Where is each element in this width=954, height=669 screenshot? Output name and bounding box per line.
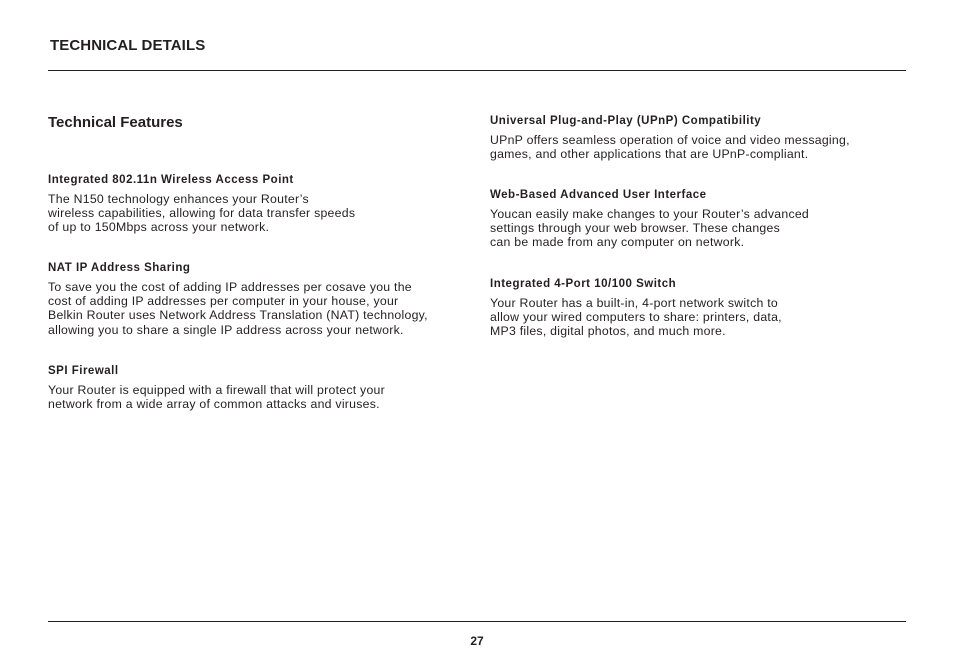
feature-text-line: network from a wide array of common attacks and viruses.	[48, 397, 380, 412]
header-divider	[48, 70, 906, 71]
feature-text-line: can be made from any computer on network.	[490, 235, 745, 250]
feature-web-interface	[490, 188, 809, 250]
feature-text-line: cost of adding IP addresses per computer in your house, your	[48, 294, 399, 309]
feature-text-line: To save you the cost of adding IP addresses per cosave you the	[48, 280, 412, 294]
feature-text-line: UPnP offers seamless operation of voice and video messaging,	[490, 133, 850, 147]
feature-heading: NAT IP Address Sharing	[48, 262, 191, 274]
feature-text-line: Your Router is equipped with a firewall that will protect your	[48, 383, 385, 397]
feature-wireless-access-point	[48, 173, 355, 235]
page-number: 27	[470, 634, 484, 648]
feature-text-line: Your Router has a built-in, 4-port network switch to	[490, 296, 778, 310]
feature-text-line: allow your wired computers to share: printers, data,	[490, 310, 782, 325]
feature-text-line: settings through your web browser. These changes	[490, 221, 780, 236]
feature-heading: Universal Plug-and-Play (UPnP) Compatibility	[490, 115, 762, 127]
feature-heading: Web-Based Advanced User Interface	[490, 189, 707, 201]
feature-text-line: wireless capabilities, allowing for data transfer speeds	[48, 206, 356, 221]
feature-text-line: of up to 150Mbps across your network.	[48, 220, 270, 235]
feature-heading: Integrated 4-Port 10/100 Switch	[490, 278, 677, 290]
feature-spi-firewall	[48, 364, 385, 411]
feature-text-line: MP3 files, digital photos, and much more.	[490, 324, 726, 339]
feature-nat-ip-sharing	[48, 261, 428, 337]
feature-heading: SPI Firewall	[48, 365, 119, 377]
feature-text-line: Belkin Router uses Network Address Translation (NAT) technology,	[48, 308, 428, 323]
feature-text-line: games, and other applications that are UPnP-compliant.	[490, 147, 809, 162]
feature-text-line: Youcan easily make changes to your Router’s advanced	[490, 207, 810, 221]
feature-upnp-compatibility	[490, 114, 850, 161]
feature-text-line: The N150 technology enhances your Router’s	[48, 192, 309, 206]
footer-divider	[48, 621, 906, 622]
section-title: Technical Features	[48, 114, 183, 131]
feature-4-port-switch	[490, 277, 782, 339]
feature-heading: Integrated 802.11n Wireless Access Point	[48, 174, 294, 186]
page-header-title: TECHNICAL DETAILS	[50, 37, 206, 54]
feature-text-line: allowing you to share a single IP address across your network.	[48, 322, 404, 337]
